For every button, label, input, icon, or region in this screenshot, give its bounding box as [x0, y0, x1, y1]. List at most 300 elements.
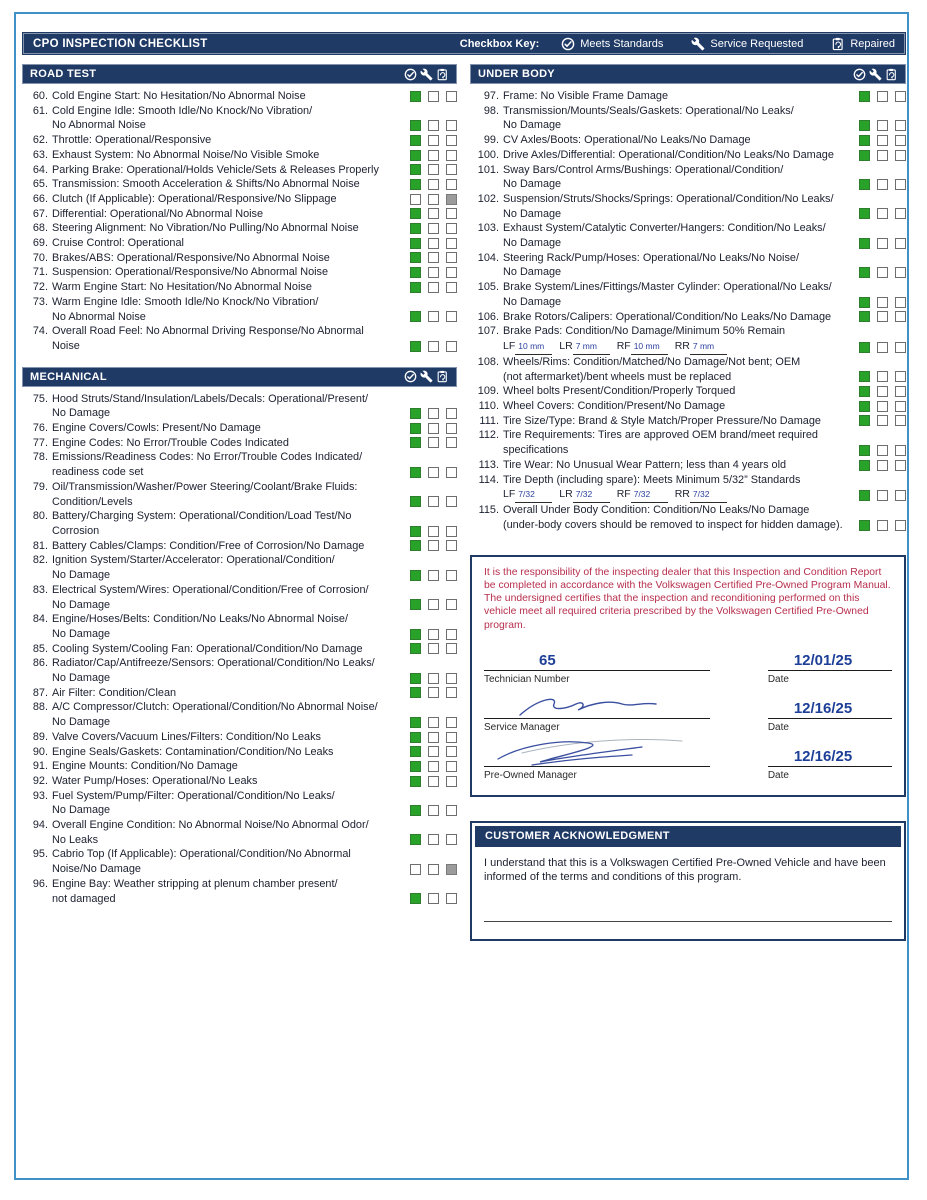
- item-number: 93.: [32, 789, 48, 802]
- checkbox-service-requested[interactable]: [877, 311, 888, 322]
- technician-number-value: 65: [539, 651, 556, 669]
- checkbox-service-requested[interactable]: [428, 423, 439, 434]
- checkbox-service-requested[interactable]: [877, 415, 888, 426]
- checkbox-repaired[interactable]: [446, 311, 457, 322]
- checkbox-service-requested[interactable]: [877, 386, 888, 397]
- checkbox-repaired[interactable]: [895, 135, 906, 146]
- check-circle-icon: [404, 68, 417, 81]
- checkbox-service-requested[interactable]: [428, 437, 439, 448]
- checkbox-meets-standards[interactable]: [410, 732, 421, 743]
- checkbox-repaired[interactable]: [446, 423, 457, 434]
- checklist-item-88: [22, 700, 457, 729]
- item-checkboxes: [410, 238, 457, 251]
- checkbox-service-requested[interactable]: [428, 252, 439, 263]
- item-checkboxes: [410, 629, 457, 642]
- checkbox-repaired[interactable]: [446, 91, 457, 102]
- checkbox-repaired[interactable]: [446, 687, 457, 698]
- checkbox-meets-standards[interactable]: [410, 194, 421, 205]
- checklist-item-94: [22, 818, 457, 847]
- checkbox-meets-standards[interactable]: [410, 135, 421, 146]
- checkbox-repaired[interactable]: [446, 208, 457, 219]
- checkbox-meets-standards[interactable]: [410, 408, 421, 419]
- checkbox-repaired[interactable]: [895, 91, 906, 102]
- checkbox-meets-standards[interactable]: [410, 341, 421, 352]
- checkbox-service-requested[interactable]: [428, 893, 439, 904]
- checkbox-repaired[interactable]: [446, 194, 457, 205]
- checkbox-meets-standards[interactable]: [410, 282, 421, 293]
- checkbox-service-requested[interactable]: [428, 408, 439, 419]
- checkbox-key-label: Checkbox Key:: [459, 37, 540, 50]
- checkbox-service-requested[interactable]: [428, 629, 439, 640]
- item-text: Radiator/Cap/Antifreeze/Sensors: Operational/Condition/No Leaks/ No Damage: [52, 657, 375, 685]
- checklist-item-87: [22, 686, 457, 701]
- checkbox-meets-standards[interactable]: [410, 746, 421, 757]
- checkbox-service-requested[interactable]: [877, 342, 888, 353]
- checkbox-repaired[interactable]: [446, 238, 457, 249]
- item-number: 71.: [32, 266, 48, 279]
- item-number: 85.: [32, 642, 48, 655]
- checkbox-service-requested[interactable]: [877, 208, 888, 219]
- checkbox-meets-standards[interactable]: [410, 776, 421, 787]
- item-number: 94.: [32, 819, 48, 832]
- measurement-label: RF: [616, 339, 631, 352]
- item-checkboxes: [410, 496, 457, 509]
- checkbox-meets-standards[interactable]: [859, 371, 870, 382]
- checklist-item-114: [470, 473, 906, 504]
- checkbox-service-requested[interactable]: [428, 746, 439, 757]
- checkbox-repaired[interactable]: [446, 496, 457, 507]
- checkbox-meets-standards[interactable]: [859, 150, 870, 161]
- checkbox-meets-standards[interactable]: [410, 643, 421, 654]
- checkbox-service-requested[interactable]: [428, 643, 439, 654]
- checkbox-meets-standards[interactable]: [859, 386, 870, 397]
- checkbox-service-requested[interactable]: [428, 267, 439, 278]
- item-number: 101.: [477, 163, 499, 176]
- item-text: Overall Road Feel: No Abnormal Driving Response/No Abnormal Noise: [52, 325, 364, 352]
- checkbox-meets-standards[interactable]: [859, 91, 870, 102]
- checkbox-meets-standards[interactable]: [410, 179, 421, 190]
- checkbox-service-requested[interactable]: [428, 761, 439, 772]
- checkbox-meets-standards[interactable]: [410, 673, 421, 684]
- item-checkboxes: [859, 460, 906, 473]
- checkbox-repaired[interactable]: [446, 282, 457, 293]
- checkbox-meets-standards[interactable]: [859, 401, 870, 412]
- checkbox-key: [460, 37, 895, 51]
- checkbox-service-requested[interactable]: [877, 460, 888, 471]
- checkbox-meets-standards[interactable]: [410, 864, 421, 875]
- measurement-label: LR: [559, 488, 573, 501]
- checklist-item-86: [22, 656, 457, 685]
- checkbox-repaired[interactable]: [895, 342, 906, 353]
- checklist-item-102: [470, 192, 906, 221]
- clipboard-repaired-icon: [436, 370, 449, 383]
- checklist-item-89: [22, 730, 457, 745]
- checkbox-meets-standards[interactable]: [410, 252, 421, 263]
- checkbox-repaired[interactable]: [446, 570, 457, 581]
- item-number: 81.: [32, 539, 48, 552]
- checkbox-service-requested[interactable]: [428, 805, 439, 816]
- item-text: Warm Engine Idle: Smooth Idle/No Knock/No Vibration/ No Abnormal Noise: [52, 295, 319, 323]
- checkbox-meets-standards[interactable]: [859, 311, 870, 322]
- item-checkboxes: [410, 761, 457, 774]
- checkbox-service-requested[interactable]: [877, 490, 888, 501]
- checkbox-service-requested[interactable]: [428, 467, 439, 478]
- item-number: 76.: [32, 422, 48, 435]
- checkbox-service-requested[interactable]: [428, 150, 439, 161]
- item-checkboxes: [859, 267, 906, 280]
- item-number: 107.: [477, 325, 499, 338]
- item-number: 103.: [477, 222, 499, 235]
- checklist-item-109: [470, 384, 906, 399]
- page-title: CPO INSPECTION CHECKLIST: [33, 37, 208, 50]
- checkbox-repaired[interactable]: [446, 341, 457, 352]
- key-meets-standards: [561, 37, 663, 51]
- section-key-icons: [404, 68, 449, 81]
- checkbox-meets-standards[interactable]: [859, 135, 870, 146]
- checkbox-repaired[interactable]: [446, 179, 457, 190]
- checkbox-meets-standards[interactable]: [410, 423, 421, 434]
- service-manager-signature: [514, 691, 664, 721]
- checkbox-meets-standards[interactable]: [859, 490, 870, 501]
- checkbox-meets-standards[interactable]: [410, 893, 421, 904]
- checkbox-meets-standards[interactable]: [859, 267, 870, 278]
- checkbox-service-requested[interactable]: [877, 520, 888, 531]
- checkbox-meets-standards[interactable]: [410, 150, 421, 161]
- key-repaired: [831, 37, 895, 51]
- checkbox-repaired[interactable]: [446, 673, 457, 684]
- checkbox-meets-standards[interactable]: [410, 761, 421, 772]
- item-checkboxes: [410, 467, 457, 480]
- checklist-item-93: [22, 789, 457, 818]
- checkbox-repaired[interactable]: [446, 223, 457, 234]
- measurement-value: 7/32: [631, 488, 668, 503]
- checkbox-meets-standards[interactable]: [410, 526, 421, 537]
- checkbox-meets-standards[interactable]: [859, 297, 870, 308]
- checkbox-service-requested[interactable]: [428, 311, 439, 322]
- measurement-label: LF: [503, 488, 516, 501]
- checkbox-repaired[interactable]: [895, 238, 906, 249]
- left-column: [22, 64, 457, 941]
- item-checkboxes: [410, 540, 457, 553]
- service-manager-signature-field[interactable]: [484, 694, 710, 719]
- pre-owned-manager-signature: [492, 731, 692, 769]
- item-number: 74.: [32, 325, 48, 338]
- checkbox-service-requested[interactable]: [428, 238, 439, 249]
- checkbox-repaired[interactable]: [446, 267, 457, 278]
- checkbox-meets-standards[interactable]: [410, 570, 421, 581]
- item-number: 115.: [478, 504, 499, 517]
- item-checkboxes: [859, 135, 906, 148]
- technician-number-label: Technician Number: [484, 673, 570, 685]
- checkbox-service-requested[interactable]: [877, 91, 888, 102]
- item-text: Wheel bolts Present/Condition/Properly Torqued: [503, 385, 736, 398]
- checkbox-repaired[interactable]: [446, 120, 457, 131]
- item-checkboxes: [410, 311, 457, 324]
- measurement-value: 7/32: [573, 488, 610, 503]
- checkbox-meets-standards[interactable]: [410, 120, 421, 131]
- checkbox-repaired[interactable]: [895, 460, 906, 471]
- checkbox-service-requested[interactable]: [428, 717, 439, 728]
- checkbox-meets-standards[interactable]: [859, 460, 870, 471]
- customer-acknowledgment-text: I understand that this is a Volkswagen Certified Pre-Owned Vehicle and have been informed of the terms and conditions of this program.: [484, 856, 886, 884]
- item-text: Tire Requirements: Tires are approved OEM brand/meet required specifications: [503, 429, 818, 457]
- checkbox-repaired[interactable]: [895, 490, 906, 501]
- item-number: 104.: [477, 251, 499, 264]
- checkbox-service-requested[interactable]: [428, 120, 439, 131]
- item-text: Steering Rack/Pump/Hoses: Operational/No Leaks/No Noise/ No Damage: [503, 251, 800, 279]
- checkbox-repaired[interactable]: [895, 371, 906, 382]
- wrench-icon: [869, 68, 882, 81]
- checklist-item-101: [470, 163, 906, 192]
- checkbox-service-requested[interactable]: [428, 776, 439, 787]
- checkbox-service-requested[interactable]: [428, 834, 439, 845]
- item-checkboxes: [859, 371, 906, 384]
- checkbox-meets-standards[interactable]: [410, 164, 421, 175]
- item-checkboxes: [859, 401, 906, 414]
- item-number: 87.: [32, 686, 48, 699]
- item-checkboxes: [859, 297, 906, 310]
- checkbox-repaired[interactable]: [895, 179, 906, 190]
- checkbox-meets-standards[interactable]: [859, 179, 870, 190]
- checkbox-meets-standards[interactable]: [410, 687, 421, 698]
- checklist-item-67: [22, 207, 457, 222]
- checkbox-repaired[interactable]: [895, 415, 906, 426]
- checkbox-meets-standards[interactable]: [410, 311, 421, 322]
- checklist-item-103: [470, 221, 906, 250]
- checkbox-repaired[interactable]: [446, 717, 457, 728]
- item-checkboxes: [410, 746, 457, 759]
- checklist-item-104: [470, 251, 906, 280]
- checkbox-repaired[interactable]: [446, 526, 457, 537]
- checkbox-service-requested[interactable]: [428, 687, 439, 698]
- item-checkboxes: [410, 423, 457, 436]
- checkbox-meets-standards[interactable]: [859, 342, 870, 353]
- checkbox-repaired[interactable]: [446, 437, 457, 448]
- section-title: MECHANICAL: [30, 370, 107, 383]
- checkbox-meets-standards[interactable]: [410, 223, 421, 234]
- checkbox-meets-standards[interactable]: [410, 599, 421, 610]
- checklist-item-91: [22, 759, 457, 774]
- checkbox-repaired[interactable]: [446, 776, 457, 787]
- checkbox-service-requested[interactable]: [428, 540, 439, 551]
- checkbox-service-requested[interactable]: [877, 179, 888, 190]
- checkbox-repaired[interactable]: [895, 150, 906, 161]
- item-number: 113.: [478, 458, 499, 471]
- item-text: Tire Depth (including spare): Meets Minimum 5/32” Standards LF 7/32 LR 7/32 RF 7/32 RR 7/32: [499, 473, 853, 504]
- checkbox-meets-standards[interactable]: [410, 540, 421, 551]
- item-checkboxes: [410, 687, 457, 700]
- checkbox-service-requested[interactable]: [428, 164, 439, 175]
- checkbox-service-requested[interactable]: [877, 445, 888, 456]
- item-number: 83.: [32, 583, 48, 596]
- checkbox-repaired[interactable]: [895, 120, 906, 131]
- technician-date-field[interactable]: [768, 646, 892, 671]
- checkbox-service-requested[interactable]: [428, 208, 439, 219]
- checkbox-meets-standards[interactable]: [859, 120, 870, 131]
- checkbox-service-requested[interactable]: [428, 673, 439, 684]
- checkbox-service-requested[interactable]: [877, 135, 888, 146]
- checklist-item-110: [470, 399, 906, 414]
- check-circle-icon: [404, 370, 417, 383]
- checkbox-repaired[interactable]: [446, 408, 457, 419]
- checkbox-meets-standards[interactable]: [410, 805, 421, 816]
- checkbox-meets-standards[interactable]: [410, 834, 421, 845]
- checkbox-repaired[interactable]: [446, 834, 457, 845]
- checkbox-repaired[interactable]: [446, 467, 457, 478]
- checkbox-repaired[interactable]: [895, 445, 906, 456]
- item-checkboxes: [410, 717, 457, 730]
- measurement-value: 10 mm: [631, 340, 668, 355]
- checkbox-service-requested[interactable]: [428, 864, 439, 875]
- item-text: Engine Bay: Weather stripping at plenum chamber present/ not damaged: [52, 877, 338, 905]
- checkbox-service-requested[interactable]: [877, 150, 888, 161]
- item-number: 86.: [32, 657, 48, 670]
- checkbox-service-requested[interactable]: [428, 732, 439, 743]
- item-checkboxes: [410, 732, 457, 745]
- item-number: 88.: [32, 701, 48, 714]
- item-number: 82.: [32, 554, 48, 567]
- customer-signature-line[interactable]: [484, 921, 892, 922]
- measurement-value: 7 mm: [573, 340, 610, 355]
- checkbox-repaired[interactable]: [895, 297, 906, 308]
- checklist-item-96: [22, 877, 457, 906]
- checkbox-meets-standards[interactable]: [859, 445, 870, 456]
- checklist-item-107: [470, 324, 906, 355]
- checklist-item-77: [22, 436, 457, 451]
- item-text: Cold Engine Idle: Smooth Idle/No Knock/No Vibration/ No Abnormal Noise: [52, 104, 313, 132]
- checkbox-repaired[interactable]: [446, 135, 457, 146]
- checkbox-meets-standards[interactable]: [410, 629, 421, 640]
- checkbox-repaired[interactable]: [446, 643, 457, 654]
- item-checkboxes: [859, 342, 906, 355]
- pre-owned-manager-date-field[interactable]: [768, 742, 892, 767]
- item-text: Throttle: Operational/Responsive: [52, 134, 212, 147]
- checkbox-repaired[interactable]: [446, 599, 457, 610]
- checklist-item-106: [470, 310, 906, 325]
- item-number: 102.: [477, 192, 499, 205]
- item-text: Transmission/Mounts/Seals/Gaskets: Operational/No Leaks/ No Damage: [503, 104, 794, 132]
- checkbox-service-requested[interactable]: [428, 179, 439, 190]
- item-checkboxes: [410, 179, 457, 192]
- checkbox-service-requested[interactable]: [428, 341, 439, 352]
- item-text: Water Pump/Hoses: Operational/No Leaks: [52, 774, 258, 787]
- checkbox-meets-standards[interactable]: [410, 91, 421, 102]
- checkbox-repaired[interactable]: [895, 520, 906, 531]
- checkbox-meets-standards[interactable]: [410, 238, 421, 249]
- checkbox-repaired[interactable]: [895, 267, 906, 278]
- item-text: Brake System/Lines/Fittings/Master Cylinder: Operational/No Leaks/ No Damage: [503, 281, 832, 308]
- checkbox-service-requested[interactable]: [877, 401, 888, 412]
- item-number: 61.: [32, 104, 48, 117]
- item-text: Engine Covers/Cowls: Present/No Damage: [52, 422, 261, 435]
- checkbox-meets-standards[interactable]: [410, 208, 421, 219]
- checkbox-meets-standards[interactable]: [410, 267, 421, 278]
- checkbox-meets-standards[interactable]: [859, 238, 870, 249]
- checkbox-service-requested[interactable]: [877, 371, 888, 382]
- checklist-item-112: [470, 428, 906, 457]
- item-number: 98.: [483, 104, 499, 117]
- measurement-label: RR: [674, 488, 690, 501]
- pre-owned-manager-field-row: [484, 742, 892, 781]
- item-checkboxes: [410, 526, 457, 539]
- checkbox-service-requested[interactable]: [428, 282, 439, 293]
- item-checkboxes: [410, 834, 457, 847]
- measurement-label: LF: [503, 339, 516, 352]
- item-measurements: [503, 487, 853, 503]
- checkbox-meets-standards[interactable]: [410, 496, 421, 507]
- checkbox-repaired[interactable]: [895, 311, 906, 322]
- checkbox-repaired[interactable]: [895, 208, 906, 219]
- checkbox-service-requested[interactable]: [877, 297, 888, 308]
- checkbox-meets-standards[interactable]: [859, 208, 870, 219]
- checkbox-meets-standards[interactable]: [859, 520, 870, 531]
- item-checkboxes: [859, 311, 906, 324]
- checklist-item-105: [470, 280, 906, 309]
- checkbox-service-requested[interactable]: [428, 496, 439, 507]
- checkbox-repaired[interactable]: [446, 732, 457, 743]
- checkbox-repaired[interactable]: [446, 746, 457, 757]
- pre-owned-manager-signature-field[interactable]: [484, 742, 710, 767]
- checkbox-service-requested[interactable]: [877, 267, 888, 278]
- service-manager-date-label: Date: [767, 721, 789, 733]
- checkbox-meets-standards[interactable]: [859, 415, 870, 426]
- item-text: Engine Seals/Gaskets: Contamination/Condition/No Leaks: [52, 745, 334, 758]
- checkbox-service-requested[interactable]: [428, 526, 439, 537]
- checkbox-repaired[interactable]: [446, 629, 457, 640]
- item-measurements: [503, 339, 853, 355]
- item-number: 63.: [32, 148, 48, 161]
- checkbox-repaired[interactable]: [446, 150, 457, 161]
- item-text: Clutch (If Applicable): Operational/Responsive/No Slippage: [52, 192, 337, 205]
- checkbox-repaired[interactable]: [895, 401, 906, 412]
- measurement-label: LR: [559, 339, 573, 352]
- item-checkboxes: [410, 599, 457, 612]
- check-circle-icon: [853, 68, 866, 81]
- item-text: A/C Compressor/Clutch: Operational/Condition/No Abnormal Noise/ No Damage: [52, 701, 378, 729]
- checkbox-repaired[interactable]: [895, 386, 906, 397]
- clipboard-repaired-icon: [831, 37, 845, 51]
- checkbox-repaired[interactable]: [446, 805, 457, 816]
- checkbox-service-requested[interactable]: [428, 223, 439, 234]
- checkbox-service-requested[interactable]: [428, 570, 439, 581]
- checkbox-meets-standards[interactable]: [410, 467, 421, 478]
- checkbox-service-requested[interactable]: [877, 120, 888, 131]
- checkbox-meets-standards[interactable]: [410, 717, 421, 728]
- checkbox-service-requested[interactable]: [428, 91, 439, 102]
- checkbox-repaired[interactable]: [446, 540, 457, 551]
- service-manager-date-field[interactable]: [768, 694, 892, 719]
- checkbox-service-requested[interactable]: [428, 135, 439, 146]
- checkbox-meets-standards[interactable]: [410, 437, 421, 448]
- item-number: 69.: [32, 237, 48, 250]
- checkbox-repaired[interactable]: [446, 864, 457, 875]
- checkbox-repaired[interactable]: [446, 761, 457, 772]
- checkbox-service-requested[interactable]: [877, 238, 888, 249]
- item-text: Cooling System/Cooling Fan: Operational/Condition/No Damage: [52, 642, 363, 655]
- checkbox-repaired[interactable]: [446, 164, 457, 175]
- item-text: Electrical System/Wires: Operational/Condition/Free of Corrosion/ No Damage: [52, 583, 369, 611]
- item-number: 65.: [32, 178, 48, 191]
- item-number: 75.: [32, 392, 48, 405]
- checklist-item-63: [22, 148, 457, 163]
- checkbox-service-requested[interactable]: [428, 194, 439, 205]
- technician-number-field[interactable]: [484, 646, 710, 671]
- checkbox-repaired[interactable]: [446, 893, 457, 904]
- item-text: Engine Codes: No Error/Trouble Codes Indicated: [52, 436, 289, 449]
- checkbox-repaired[interactable]: [446, 252, 457, 263]
- checkbox-service-requested[interactable]: [428, 599, 439, 610]
- item-checkboxes: [410, 673, 457, 686]
